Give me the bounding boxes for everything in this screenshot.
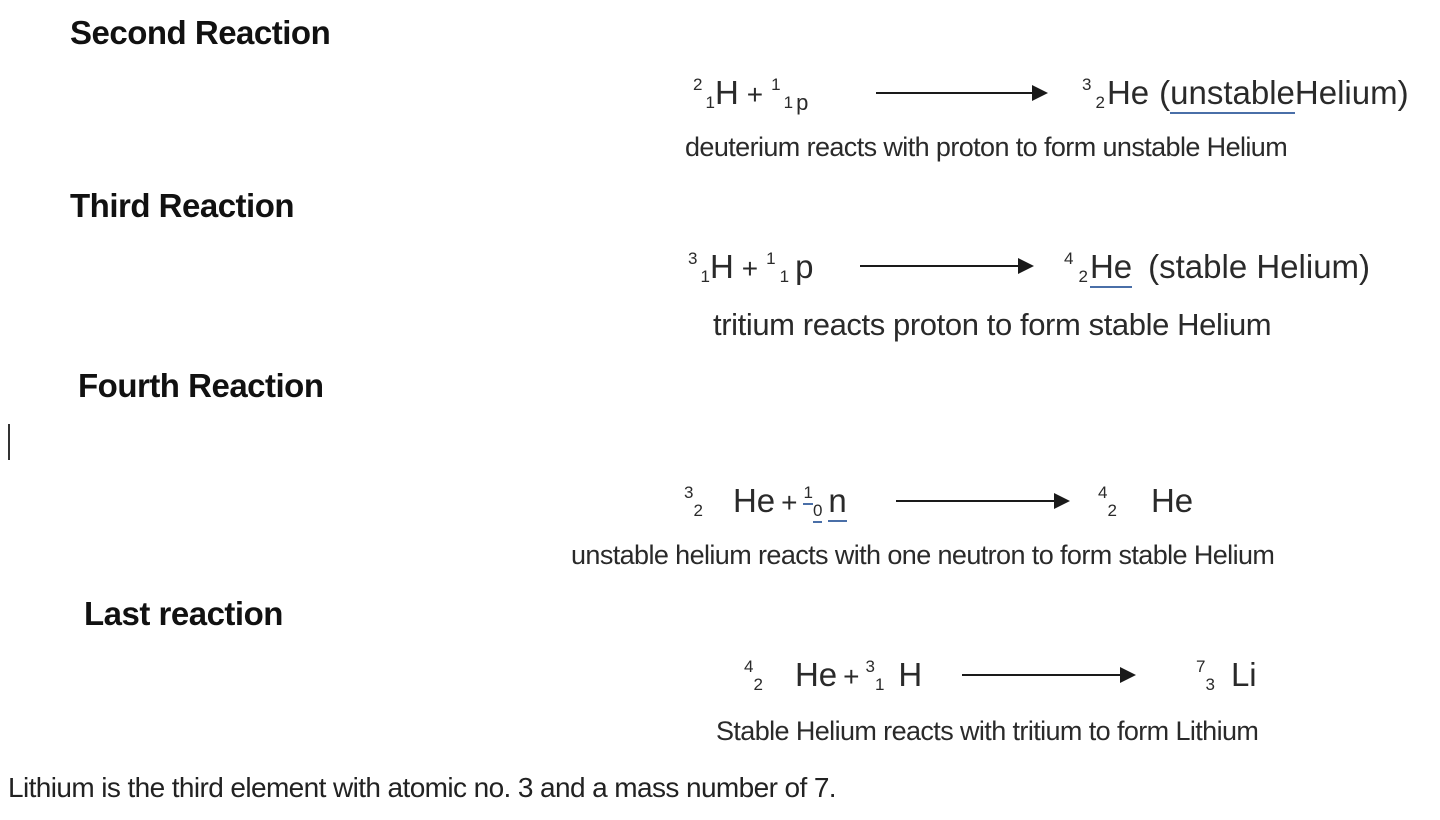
nuclide-mass: 1 — [766, 249, 776, 268]
nuclide-mass: 3 — [688, 249, 698, 268]
heading-second-reaction: Second Reaction — [70, 14, 331, 51]
nuclide-symbol: He — [1150, 482, 1194, 519]
nuclide-atomic: 2 — [1095, 93, 1105, 112]
nuclide-atomic: 2 — [753, 675, 763, 694]
nuclide-atomic: 0 — [813, 501, 822, 523]
nuclide-symbol: He — [794, 656, 838, 693]
nuclide-atomic: 1 — [783, 93, 794, 112]
plus-sign: + — [741, 253, 759, 284]
heading-last-reaction: Last reaction — [84, 595, 283, 632]
equation-fourth-reactants — [684, 482, 847, 522]
product-note: (stable Helium) — [1148, 248, 1371, 285]
nuclide-symbol: H — [709, 248, 734, 285]
nuclide-mass: 4 — [744, 657, 754, 676]
nuclide-symbol: n — [828, 482, 846, 522]
nuclide-symbol: He — [1106, 74, 1150, 111]
product-note-underlined: unstable — [1170, 74, 1295, 114]
equation-second-reactants — [693, 74, 809, 115]
nuclide-symbol: He — [1090, 248, 1132, 288]
nuclide-mass: 2 — [693, 75, 703, 94]
nuclide-atomic: 1 — [874, 675, 885, 694]
reaction-arrow — [876, 92, 1046, 94]
nuclide-mass: 3 — [1082, 75, 1092, 94]
equation-last-product — [1196, 656, 1257, 694]
equation-third-reactants — [688, 248, 813, 286]
nuclide-mass: 3 — [865, 657, 875, 676]
lithium-summary-text: Lithium is the third element with atomic no. 3 and a mass number of 7. — [8, 772, 836, 803]
reaction-arrow — [962, 674, 1134, 676]
caption-last-reaction: Stable Helium reacts with tritium to form Lithium — [716, 716, 1259, 746]
plus-sign: + — [843, 661, 860, 692]
heading-fourth-reaction: Fourth Reaction — [78, 367, 324, 404]
caption-third-reaction: tritium reacts proton to form stable Helium — [713, 307, 1272, 342]
nuclide-mass: 7 — [1196, 657, 1206, 676]
equation-last-reactants — [744, 656, 922, 694]
nuclide-symbol: p — [795, 248, 814, 285]
equation-third-product — [1064, 248, 1370, 288]
nuclide-symbol: p — [796, 90, 809, 115]
nuclide-mass: 1 — [771, 75, 781, 94]
nuclide-mass: 3 — [684, 483, 694, 502]
nuclide-atomic: 1 — [705, 93, 715, 112]
plus-sign: + — [746, 79, 764, 110]
text-cursor — [8, 424, 10, 460]
nuclide-mass: 4 — [1098, 483, 1108, 502]
caption-second-reaction: deuterium reacts with proton to form unstable Helium — [685, 132, 1288, 162]
nuclide-atomic: 2 — [1107, 501, 1117, 520]
reaction-arrow — [896, 500, 1068, 502]
equation-fourth-product — [1098, 482, 1193, 520]
caption-fourth-reaction: unstable helium reacts with one neutron to form stable Helium — [571, 540, 1275, 570]
nuclide-atomic: 1 — [779, 267, 790, 286]
reaction-arrow — [860, 265, 1032, 267]
nuclide-atomic: 2 — [1078, 267, 1088, 286]
heading-third-reaction: Third Reaction — [70, 187, 295, 224]
nuclide-atomic: 1 — [700, 267, 710, 286]
nuclide-atomic: 2 — [693, 501, 703, 520]
nuclide-symbol: H — [714, 74, 739, 111]
nuclide-symbol: Li — [1230, 656, 1257, 693]
product-note-rest: Helium) — [1294, 74, 1409, 111]
plus-sign: + — [781, 487, 798, 518]
product-note-open: ( — [1159, 74, 1171, 111]
nuclide-symbol: He — [732, 482, 776, 519]
nuclide-mass: 4 — [1064, 249, 1074, 268]
nuclide-atomic: 3 — [1205, 675, 1215, 694]
nuclide-symbol: H — [898, 656, 923, 693]
nuclide-mass: 1 — [803, 483, 812, 505]
equation-second-product — [1082, 74, 1409, 114]
